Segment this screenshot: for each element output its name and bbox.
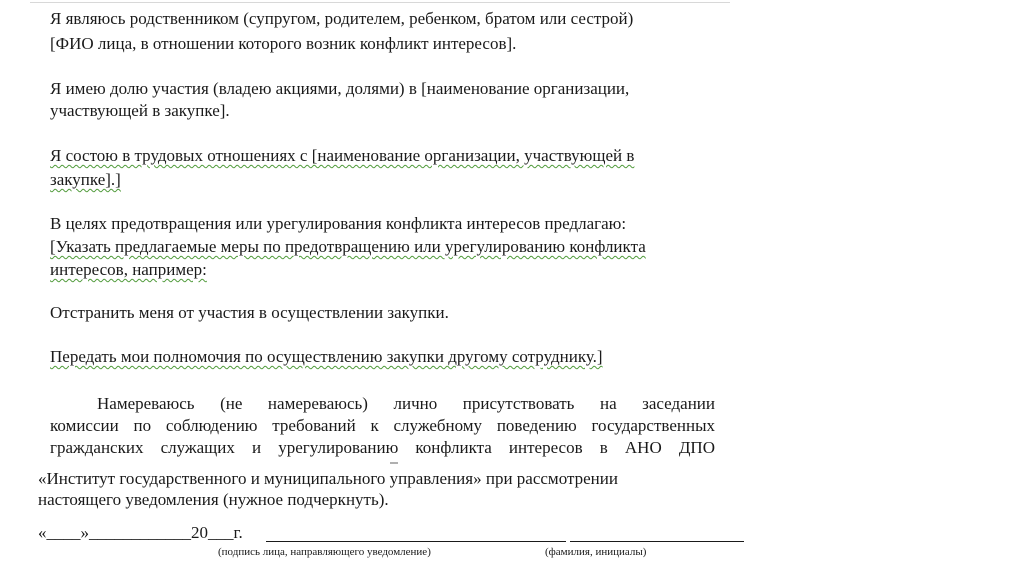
paragraph-transfer: Передать мои полномочия по осуществлению закупки другому сотруднику.] (50, 347, 603, 366)
paragraph-relative-line-1: Я являюсь родственником (супругом, родителем, ребенком, братом или сестрой) (50, 9, 634, 28)
page-break-mark (390, 462, 398, 464)
paragraph-relative-line-2: [ФИО лица, в отношении которого возник конфликт интересов]. (50, 34, 517, 53)
name-line (570, 541, 744, 542)
paragraph-intent-line-3: гражданских служащих и урегулированию конфликта интересов в АНО ДПО (50, 438, 715, 457)
paragraph-measures-line-2: [Указать предлагаемые меры по предотвращению или урегулированию конфликта (50, 237, 646, 256)
paragraph-remove: Отстранить меня от участия в осуществлении закупки. (50, 303, 449, 322)
signature-caption: (подпись лица, направляющего уведомление) (218, 546, 431, 558)
signature-line (266, 541, 566, 542)
name-caption: (фамилия, инициалы) (545, 546, 647, 558)
paragraph-share-line-1: Я имею долю участия (владею акциями, долями) в [наименование организации, (50, 79, 630, 98)
page-top-border (30, 2, 730, 3)
paragraph-institute-line-1: «Институт государственного и муниципального управления» при рассмотрении (38, 469, 618, 488)
paragraph-institute-line-2: настоящего уведомления (нужное подчеркнуть). (38, 490, 389, 509)
paragraph-share-line-2: участвующей в закупке]. (50, 101, 230, 120)
paragraph-measures-line-3: интересов, например: (50, 260, 207, 279)
paragraph-measures-line-1: В целях предотвращения или урегулирования конфликта интересов предлагаю: (50, 214, 627, 233)
paragraph-intent-line-2: комиссии по соблюдению требований к служебному поведению государственных (50, 416, 715, 435)
date-line: «____»____________20___г. (38, 523, 243, 542)
paragraph-employment-line-1: Я состою в трудовых отношениях с [наименование организации, участвующей в (50, 146, 635, 165)
paragraph-employment-line-2: закупке].] (50, 170, 121, 189)
paragraph-intent-line-1: Намереваюсь (не намереваюсь) лично присутствовать на заседании (97, 394, 715, 413)
